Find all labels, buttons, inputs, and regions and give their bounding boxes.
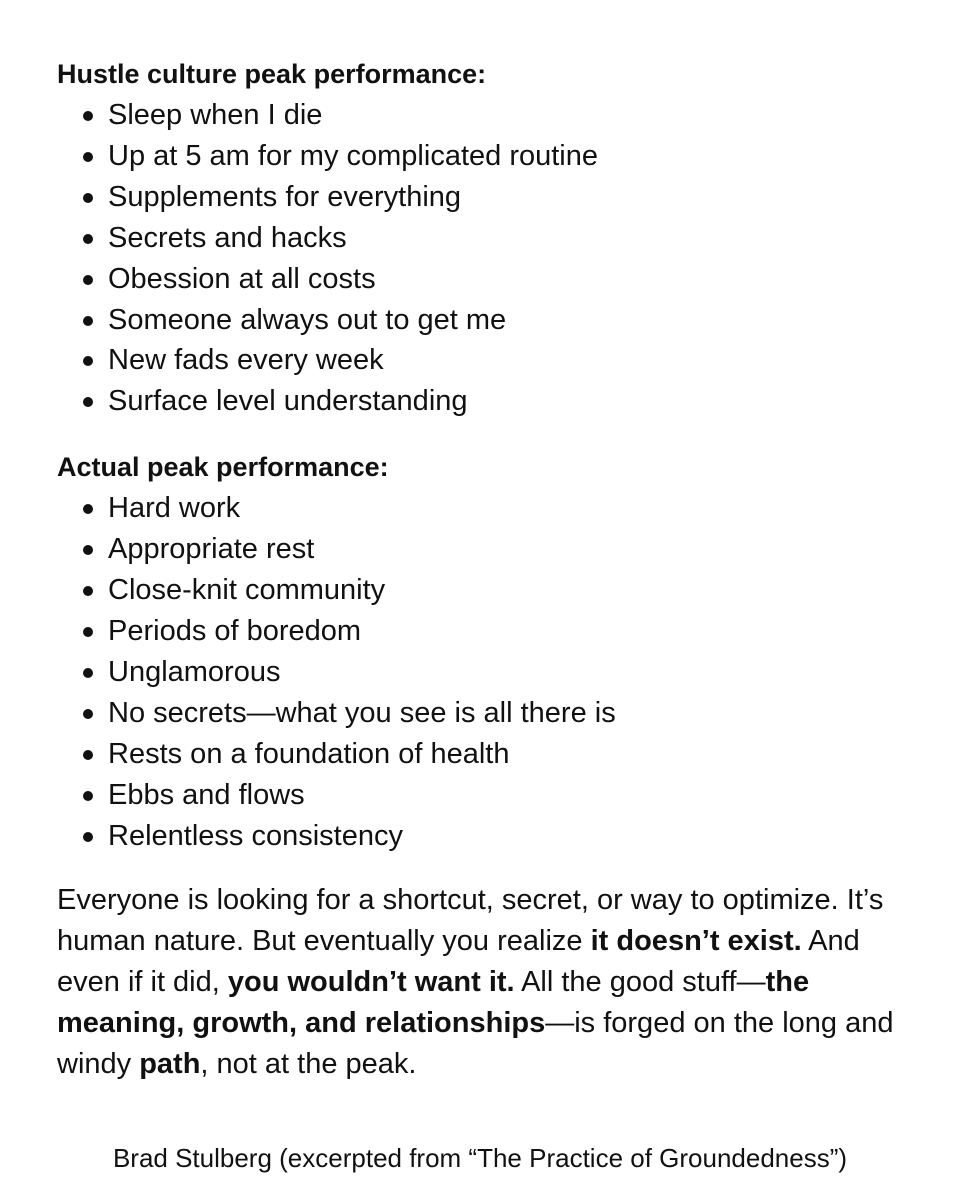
bullet-icon [83,627,93,637]
bullet-icon [83,356,93,366]
list-item: Relentless consistency [57,816,907,857]
bullet-icon [83,275,93,285]
list-item: Ebbs and flows [57,775,907,816]
emphasis-text: path [139,1048,201,1081]
list-item: Appropriate rest [57,529,907,570]
list-item: Close-knit community [57,570,907,611]
bullet-icon [83,111,93,121]
document-body [57,55,907,1114]
list-item: Unglamorous [57,652,907,693]
bullet-icon [83,832,93,842]
list-item: Supplements for everything [57,177,907,218]
list-item: Sleep when I die [57,95,907,136]
list-item: New fads every week [57,340,907,381]
section-heading-hustle: Hustle culture peak performance: [57,59,487,89]
list-item: Up at 5 am for my complicated routine [57,136,907,177]
bullet-icon [83,545,93,555]
list-item: No secrets—what you see is all there is [57,693,907,734]
hustle-list [57,95,907,422]
list-item: Hard work [57,488,907,529]
bullet-icon [83,504,93,514]
list-item: Obession at all costs [57,259,907,300]
emphasis-text: it doesn’t exist. [590,925,802,958]
list-item: Secrets and hacks [57,218,907,259]
closing-paragraph: Everyone is looking for a shortcut, secret, or way to optimize. It’s human nature. But eventually you realize it doesn’t exist. And even if it did, you wouldn’t want it. All the good stuff—the meaning, growth, and relationships—is forged on the long and windy path, not at the peak. [57,884,894,1081]
list-item: Someone always out to get me [57,300,907,341]
emphasis-text: the meaning, growth, and relationships [57,966,810,1040]
actual-list [57,488,907,856]
bullet-icon [83,709,93,719]
bullet-icon [83,750,93,760]
bullet-icon [83,193,93,203]
bullet-icon [83,668,93,678]
bullet-icon [83,234,93,244]
bullet-icon [83,152,93,162]
bullet-icon [83,316,93,326]
bullet-icon [83,586,93,596]
bullet-icon [83,397,93,407]
section-heading-actual: Actual peak performance: [57,452,389,483]
emphasis-text: you wouldn’t want it. [227,966,515,999]
attribution: Brad Stulberg (excerpted from “The Practice of Groundedness”) [112,1143,848,1173]
bullet-icon [83,791,93,801]
list-item: Periods of boredom [57,611,907,652]
list-item: Rests on a foundation of health [57,734,907,775]
list-item: Surface level understanding [57,381,907,422]
